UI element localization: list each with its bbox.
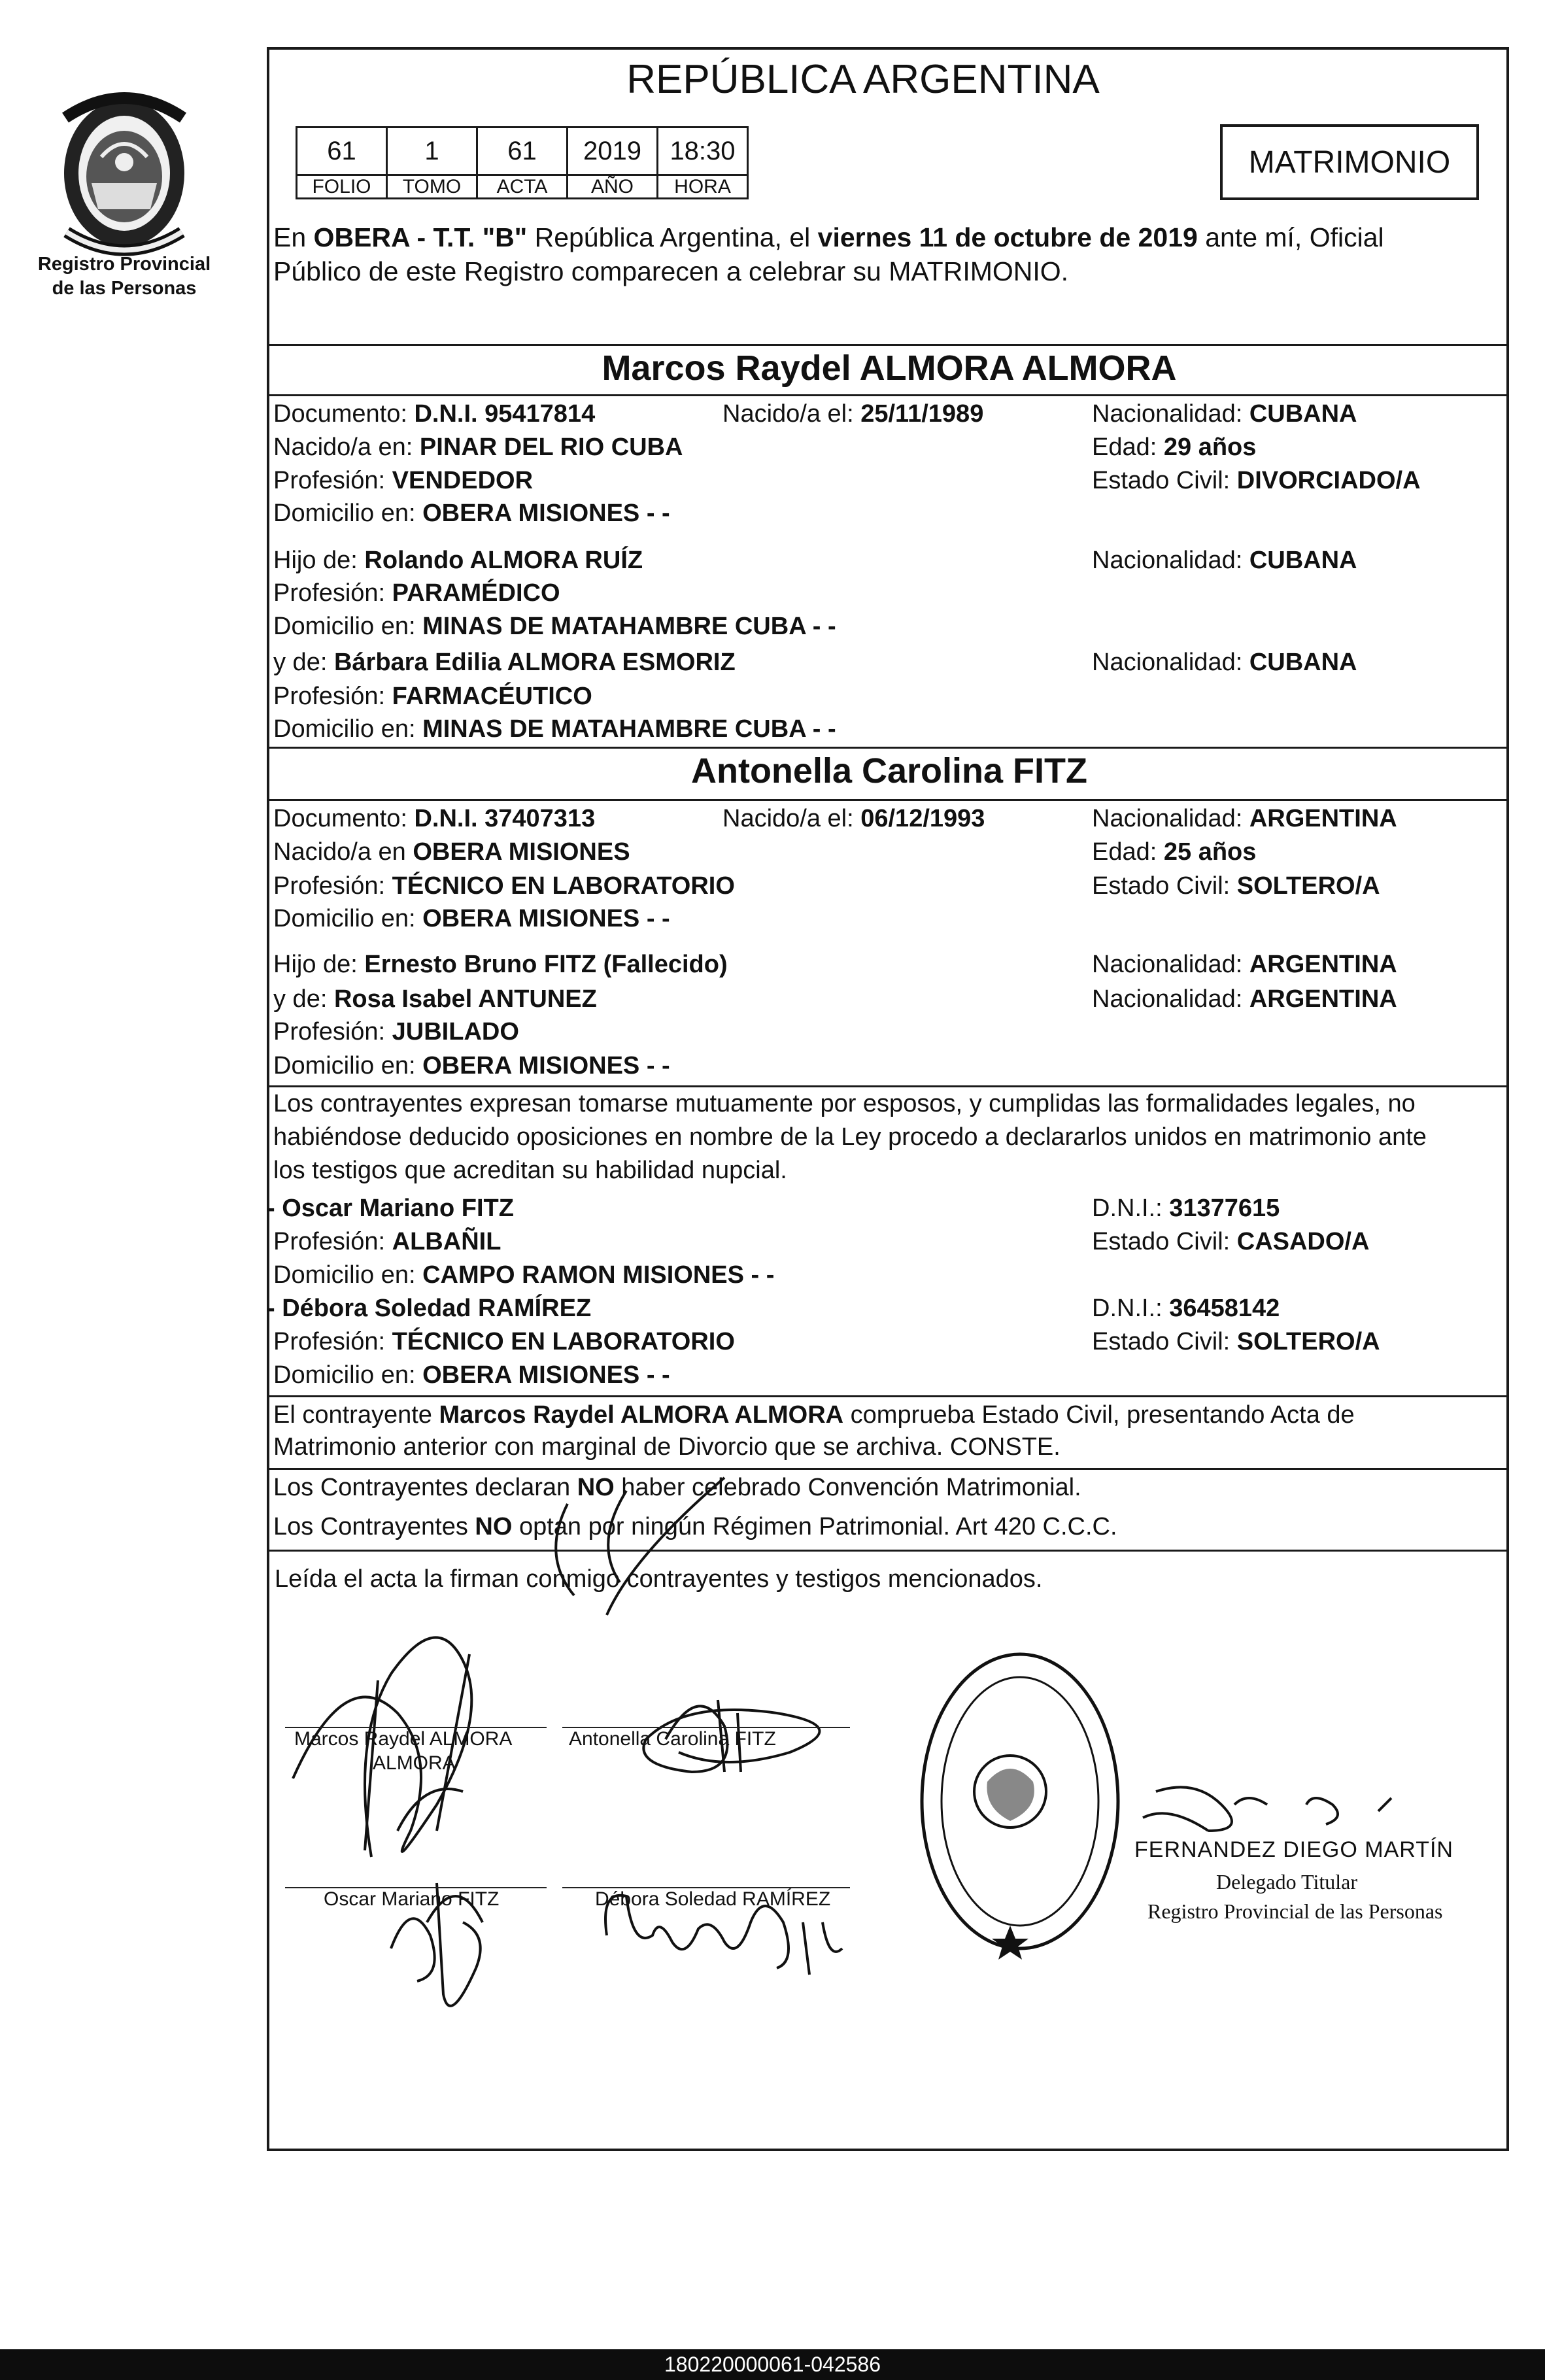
divider: [267, 394, 1509, 396]
groom-signature-label-2: ALMORA: [373, 1752, 456, 1774]
value: SOLTERO/A: [1236, 1328, 1380, 1355]
bride-domicile-value: OBERA MISIONES - -: [422, 905, 670, 932]
folio-label: FOLIO: [297, 175, 387, 199]
bride-profession: [273, 870, 735, 902]
label: Nacido/a el:: [722, 805, 861, 832]
groom-mother-nationality: [1092, 646, 1357, 679]
label: Nacionalidad:: [1092, 985, 1249, 1013]
official-name: FERNANDEZ DIEGO MARTÍN: [1134, 1837, 1453, 1862]
text: NO: [577, 1474, 615, 1501]
label: Nacionalidad:: [1092, 649, 1249, 676]
text: optan por ningún Régimen Patrimonial. Art 420 C.C.C.: [512, 1513, 1117, 1540]
label: Domicilio en:: [273, 715, 423, 743]
label: Nacionalidad:: [1092, 951, 1249, 978]
intro-text-c: ante mí, Oficial: [1197, 222, 1384, 252]
groom-father-profession: [273, 577, 560, 609]
witness-1-profession: [273, 1225, 501, 1258]
divider: [267, 344, 1509, 346]
label: Domicilio en:: [273, 1361, 423, 1389]
document-barcode-footer: 180220000061-042586: [0, 2349, 1545, 2380]
label: Profesión:: [273, 683, 392, 710]
groom-mother-domicile: [273, 713, 836, 745]
value: MINAS DE MATAHAMBRE CUBA - -: [422, 715, 836, 743]
groom-domicile: [273, 497, 670, 530]
witness1-signature-label: Oscar Mariano FITZ: [324, 1888, 500, 1910]
value: ALBAÑIL: [392, 1228, 501, 1255]
label: Nacionalidad:: [1092, 805, 1249, 832]
groom-born-in: [273, 431, 683, 464]
label: Estado Civil:: [1092, 1228, 1237, 1255]
label: Profesión:: [273, 1328, 392, 1355]
witness-2-dni: [1092, 1292, 1280, 1325]
label: D.N.I.:: [1092, 1195, 1170, 1222]
label: y de:: [273, 649, 334, 676]
groom-birth-date: 25/11/1989: [860, 400, 984, 428]
groom-name-heading: Marcos Raydel ALMORA ALMORA: [602, 348, 1177, 388]
value: OBERA MISIONES - -: [422, 1361, 670, 1389]
tomo-value: 1: [387, 128, 477, 175]
text: El contrayente: [273, 1401, 439, 1429]
value: CUBANA: [1249, 649, 1357, 676]
groom-father: [273, 544, 643, 577]
groom-civil-value: DIVORCIADO/A: [1236, 467, 1421, 494]
intro-line-1: [273, 221, 1384, 254]
declaration-line-2: habiéndose deducido oposiciones en nombre de la Ley procedo a declararlos unidos en matrimonio ante: [273, 1123, 1427, 1151]
label: Estado Civil:: [1092, 1328, 1237, 1355]
witness-2-name: - Débora Soledad RAMÍREZ: [267, 1295, 592, 1322]
province-seal-icon: [26, 78, 222, 268]
groom-nationality-value: CUBANA: [1249, 400, 1357, 428]
bride-mother-domicile: [273, 1049, 670, 1082]
witness-1-civil-status: [1092, 1225, 1369, 1258]
value: MINAS DE MATAHAMBRE CUBA - -: [422, 613, 836, 640]
acta-label: ACTA: [477, 175, 568, 199]
text: Los Contrayentes declaran: [273, 1474, 577, 1501]
value: PARAMÉDICO: [392, 579, 560, 607]
official-stamp-icon: [912, 1644, 1128, 1971]
value: ARGENTINA: [1249, 951, 1397, 978]
groom-age-value: 29 años: [1163, 434, 1257, 461]
value: FARMACÉUTICO: [392, 683, 592, 710]
groom-document: [273, 398, 595, 430]
groom-father-domicile: [273, 610, 836, 643]
label: Edad:: [1092, 838, 1164, 866]
label: Estado Civil:: [1092, 872, 1237, 900]
bride-dni: D.N.I. 37407313: [414, 805, 596, 832]
intro-date: viernes 11 de octubre de 2019: [817, 222, 1198, 252]
bride-civil-value: SOLTERO/A: [1236, 872, 1380, 900]
tomo-label: TOMO: [387, 175, 477, 199]
label: Hijo de:: [273, 547, 365, 574]
witness-1-domicile: [273, 1259, 774, 1291]
hour-value: 18:30: [658, 128, 748, 175]
label: Edad:: [1092, 434, 1164, 461]
text: comprueba Estado Civil, presentando Acta de: [843, 1401, 1355, 1429]
label: Profesión:: [273, 467, 392, 494]
bride-born-in: [273, 836, 630, 868]
groom-civil-status: [1092, 464, 1421, 497]
civil-proof-line-1: [273, 1399, 1355, 1431]
divider: [267, 747, 1509, 749]
bride-father-nationality: [1092, 948, 1397, 981]
bride-civil-status: [1092, 870, 1380, 902]
declaration-line-1: Los contrayentes expresan tomarse mutuamente por esposos, y cumplidas las formalidades legales, no: [273, 1090, 1416, 1117]
bride-mother-nationality: [1092, 983, 1397, 1015]
groom-father-name: Rolando ALMORA RUÍZ: [364, 547, 643, 574]
bride-signature-label: Antonella Carolina FITZ: [569, 1728, 776, 1750]
label: Domicilio en:: [273, 1052, 423, 1080]
text: Los Contrayentes: [273, 1513, 475, 1540]
label: Profesión:: [273, 579, 392, 607]
value: ARGENTINA: [1249, 985, 1397, 1013]
label: D.N.I.:: [1092, 1295, 1170, 1322]
label: Nacionalidad:: [1092, 400, 1249, 428]
witness-2-profession: [273, 1325, 735, 1358]
bride-nationality-value: ARGENTINA: [1249, 805, 1397, 832]
intro-place: OBERA - T.T. "B": [313, 222, 528, 252]
value: CASADO/A: [1236, 1228, 1370, 1255]
witness2-signature-label: Débora Soledad RAMÍREZ: [595, 1888, 831, 1910]
official-title: Delegado Titular: [1216, 1870, 1357, 1894]
value: 36458142: [1169, 1295, 1280, 1322]
text: haber celebrado Convención Matrimonial.: [614, 1474, 1081, 1501]
year-label: AÑO: [568, 175, 658, 199]
bride-born-on: [722, 802, 985, 835]
label: Nacido/a en: [273, 838, 413, 866]
label: Domicilio en:: [273, 613, 423, 640]
folio-value: 61: [297, 128, 387, 175]
witness-2-domicile: [273, 1359, 670, 1391]
value: TÉCNICO EN LABORATORIO: [392, 1328, 735, 1355]
logo-caption-line1: Registro Provincial: [37, 254, 211, 275]
groom-mother-profession: [273, 680, 592, 713]
bride-domicile: [273, 902, 670, 935]
value: OBERA MISIONES - -: [422, 1052, 670, 1080]
intro-line-2: Público de este Registro comparecen a celebrar su MATRIMONIO.: [273, 256, 1069, 286]
closing-statement: Leída el acta la firman conmigo contrayentes y testigos mencionados.: [275, 1565, 1043, 1593]
groom-mother: [273, 646, 736, 679]
bride-mother-profession: [273, 1015, 519, 1048]
label: Documento:: [273, 400, 415, 428]
witness-1-name: - Oscar Mariano FITZ: [267, 1195, 514, 1222]
groom-dni: D.N.I. 95417814: [414, 400, 596, 428]
groom-signature-label-1: Marcos Raydel ALMORA: [294, 1728, 513, 1750]
hour-label: HORA: [658, 175, 748, 199]
witness-1-dni: [1092, 1192, 1280, 1225]
label: Domicilio en:: [273, 905, 423, 932]
label: Profesión:: [273, 872, 392, 900]
label: Nacionalidad:: [1092, 547, 1249, 574]
groom-profession: [273, 464, 533, 497]
bride-document: [273, 802, 595, 835]
declaration-line-3: los testigos que acreditan su habilidad nupcial.: [273, 1157, 787, 1184]
label: Domicilio en:: [273, 1261, 423, 1289]
bride-father-name: Ernesto Bruno FITZ (Fallecido): [364, 951, 728, 978]
bride-nationality: [1092, 802, 1397, 835]
civil-proof-name: Marcos Raydel ALMORA ALMORA: [439, 1401, 844, 1429]
country-title: REPÚBLICA ARGENTINA: [626, 57, 1100, 102]
intro-text-b: República Argentina, el: [527, 222, 818, 252]
label: Estado Civil:: [1092, 467, 1237, 494]
groom-age: [1092, 431, 1256, 464]
bride-name-heading: Antonella Carolina FITZ: [690, 751, 1088, 790]
value: CAMPO RAMON MISIONES - -: [422, 1261, 775, 1289]
groom-father-nationality: [1092, 544, 1357, 577]
bride-birthplace: OBERA MISIONES: [413, 838, 630, 866]
registry-logo: [26, 78, 222, 314]
witness-2-civil-status: [1092, 1325, 1380, 1358]
label: y de:: [273, 985, 334, 1013]
acta-value: 61: [477, 128, 568, 175]
year-value: 2019: [568, 128, 658, 175]
registry-fields-table: [296, 126, 749, 199]
groom-profession-value: VENDEDOR: [392, 467, 534, 494]
bride-age-value: 25 años: [1163, 838, 1257, 866]
label: Profesión:: [273, 1018, 392, 1046]
divider: [267, 799, 1509, 801]
label: Domicilio en:: [273, 500, 423, 527]
bride-mother-name: Rosa Isabel ANTUNEZ: [333, 985, 597, 1013]
groom-mother-name: Bárbara Edilia ALMORA ESMORIZ: [333, 649, 736, 676]
value: JUBILADO: [392, 1018, 519, 1046]
label: Nacido/a el:: [722, 400, 861, 428]
text: NO: [475, 1513, 513, 1540]
bride-father: [273, 948, 728, 981]
civil-proof-line-2: Matrimonio anterior con marginal de Divorcio que se archiva. CONSTE.: [273, 1433, 1061, 1461]
bride-age: [1092, 836, 1256, 868]
groom-birthplace: PINAR DEL RIO CUBA: [419, 434, 683, 461]
label: Documento:: [273, 805, 415, 832]
divider: [267, 1395, 1509, 1397]
bride-birth-date: 06/12/1993: [860, 805, 985, 832]
label: Hijo de:: [273, 951, 365, 978]
intro-text-a: En: [273, 222, 314, 252]
value: 31377615: [1169, 1195, 1280, 1222]
bride-mother: [273, 983, 597, 1015]
bride-profession-value: TÉCNICO EN LABORATORIO: [392, 872, 735, 900]
label: Profesión:: [273, 1228, 392, 1255]
groom-nationality: [1092, 398, 1357, 430]
official-office: Registro Provincial de las Personas: [1147, 1899, 1443, 1923]
logo-caption-line2: de las Personas: [52, 278, 197, 299]
value: CUBANA: [1249, 547, 1357, 574]
groom-born-on: [722, 398, 983, 430]
label: Nacido/a en:: [273, 434, 420, 461]
groom-domicile-value: OBERA MISIONES - -: [422, 500, 670, 527]
record-type-box: MATRIMONIO: [1220, 124, 1479, 200]
